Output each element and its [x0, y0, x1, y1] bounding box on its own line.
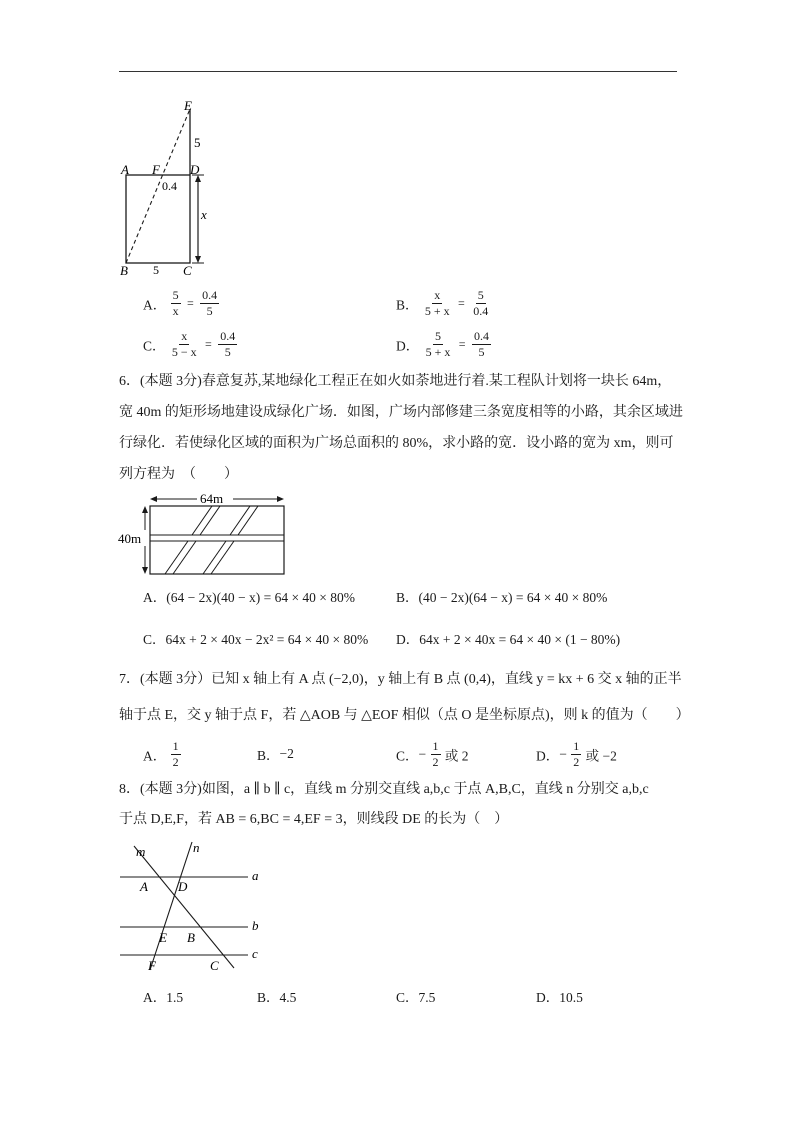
q8-option-d[interactable]: D．10.5: [536, 990, 583, 1005]
option-label: B．: [396, 297, 419, 313]
field-rectangle: [150, 506, 284, 574]
q7-option-b[interactable]: B．−2: [257, 746, 294, 763]
arrow-up: [142, 506, 148, 513]
q6-option-c[interactable]: C．64x + 2 × 40x − 2x² = 64 × 40 × 80%: [143, 632, 369, 647]
q8-figure: [116, 838, 276, 976]
q5-option-a[interactable]: [143, 289, 220, 318]
q7-line-1: 7．(本题 3分）已知 x 轴上有 A 点 (−2,0)，y 轴上有 B 点 (0,4)，直线 y = kx + 6 交 x 轴的正半: [119, 672, 682, 687]
road-slant-1a: [192, 506, 212, 535]
label-point-d: D: [178, 879, 188, 894]
q5-figure: [110, 95, 220, 280]
q7-option-c[interactable]: C．− $\frac{1}{2}$ 或 2: [396, 739, 469, 769]
label-x: x: [201, 207, 207, 222]
q8-line-1: 8．(本题 3分)如图，a ∥ b ∥ c，直线 m 分别交直线 a,b,c 于点 A,B,C，直线 n 分别交 a,b,c: [119, 782, 649, 797]
equals: =: [458, 337, 466, 351]
label-point-c: C: [210, 958, 219, 973]
dashed-be: [126, 109, 190, 263]
line-m: [134, 846, 234, 968]
label-point-f: F: [148, 958, 156, 973]
fraction: $\frac{x}{5 - x}$: [171, 329, 197, 359]
equals: =: [187, 296, 194, 310]
height-label: 40m: [118, 531, 142, 546]
label-c: C: [183, 263, 192, 278]
label-a: a: [252, 868, 259, 883]
fraction: $\frac{0.4}{5}$: [202, 288, 218, 318]
q7-option-a[interactable]: A． $\frac{1}{2}$: [143, 739, 179, 769]
q5-option-c[interactable]: [143, 330, 238, 359]
equals: =: [458, 296, 465, 310]
label-dist: 0.4: [162, 179, 177, 193]
line-n: [150, 842, 192, 970]
option-label: D．: [396, 338, 420, 354]
q6-option-b[interactable]: B．(40 − 2x)(64 − x) = 64 × 40 × 80%: [396, 590, 608, 605]
arrow-left: [150, 496, 157, 502]
q6-option-a[interactable]: A．(64 − 2x)(40 − x) = 64 × 40 × 80%: [143, 590, 356, 605]
equals: =: [205, 337, 212, 351]
road-slant-2a: [230, 506, 250, 535]
fraction: $\frac{5}{5 + x}$: [425, 329, 451, 359]
fraction: $\frac{0.4}{5}$: [473, 329, 489, 359]
q8-option-a[interactable]: A．1.5: [143, 990, 184, 1005]
header-rule: [119, 71, 677, 72]
q6-figure: [116, 488, 288, 576]
arrow-right: [277, 496, 284, 502]
fraction: $\frac{5}{x}$: [172, 288, 179, 318]
arrow-down: [142, 567, 148, 574]
option-label: C．: [143, 338, 166, 354]
fraction: $\frac{x}{5 + x}$: [424, 288, 450, 318]
label-m: m: [136, 844, 146, 859]
fraction: $\frac{5}{0.4}$: [473, 288, 489, 318]
label-b: b: [252, 918, 259, 933]
label-point-a: A: [140, 879, 148, 894]
label-c: c: [252, 946, 258, 961]
label-five-top: 5: [194, 135, 201, 150]
q7-line-2: 轴于点 E，交 y 轴于点 F，若 △AOB 与 △EOF 相似（点 O 是坐标原点)，则 k 的值为（ ）: [119, 708, 690, 723]
q8-line-2: 于点 D,E,F，若 AB = 6,BC = 4,EF = 3，则线段 DE 的长为（ ）: [119, 812, 509, 827]
label-five-bottom: 5: [153, 263, 159, 277]
road-slant-2b: [238, 506, 258, 535]
label-point-e: E: [159, 930, 167, 945]
label-b: B: [120, 263, 128, 278]
q6-line-4: 列方程为 （ ）: [119, 467, 238, 482]
q5-option-b[interactable]: [396, 289, 491, 318]
label-d: D: [190, 162, 200, 177]
width-label: 64m: [200, 491, 224, 506]
square-abcd: [126, 175, 190, 263]
q7-option-d[interactable]: D．− $\frac{1}{2}$ 或 −2: [536, 739, 617, 769]
road-slant-1b: [200, 506, 220, 535]
label-f: F: [152, 162, 160, 177]
q5-option-d[interactable]: [396, 330, 492, 359]
q8-option-b[interactable]: B．4.5: [257, 990, 297, 1005]
label-a: A: [121, 162, 129, 177]
q6-option-d[interactable]: D．64x + 2 × 40x = 64 × 40 × (1 − 80%): [396, 632, 621, 647]
label-e: E: [184, 98, 192, 113]
q6-line-1: 6．(本题 3分)春意复苏,某地绿化工程正在如火如荼地进行着.某工程队计划将一块长 64m，: [119, 374, 672, 389]
fraction: $\frac{0.4}{5}$: [220, 329, 236, 359]
q6-line-3: 行绿化．若使绿化区域的面积为广场总面积的 80%，求小路的宽．设小路的宽为 xm，则可: [119, 436, 674, 451]
q8-option-c[interactable]: C．7.5: [396, 990, 436, 1005]
q6-line-2: 宽 40m 的矩形场地建设成绿化广场．如图，广场内部修建三条宽度相等的小路，其余区域进: [119, 405, 683, 420]
arrow-head-down: [195, 256, 201, 263]
label-n: n: [193, 840, 200, 855]
option-label: A．: [143, 297, 167, 313]
label-point-b: B: [187, 930, 195, 945]
